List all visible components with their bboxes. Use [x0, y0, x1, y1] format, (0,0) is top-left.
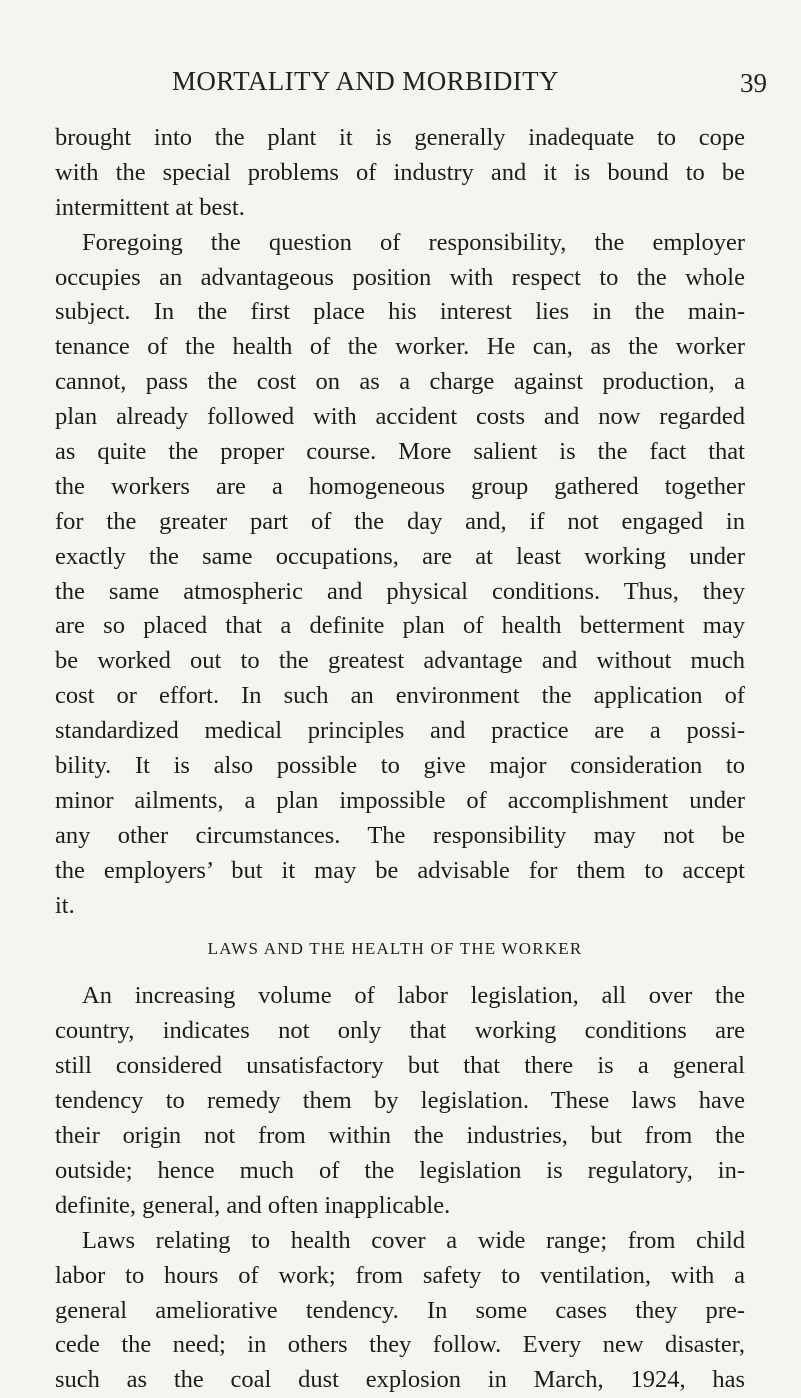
text-line: the employers’ but it may be advisable for them to accept [55, 856, 745, 884]
text-line: standardized medical principles and practice are a possi- [55, 717, 745, 745]
text-line: minor ailments, a plan impossible of accomplishment under [55, 786, 745, 814]
section-heading-text: LAWS AND THE HEALTH OF THE WORKER [207, 939, 583, 959]
text-line: their origin not from within the industries, but from the [55, 1122, 745, 1150]
text-line: the workers are a homogeneous group gathered together [55, 472, 745, 500]
text-line: labor to hours of work; from safety to ventilation, with a [55, 1261, 745, 1289]
text-line: occupies an advantageous position with respect to the whole [55, 263, 745, 291]
text-line: intermittent at best. [55, 193, 245, 221]
text-line: such as the coal dust explosion in March, 1924, has [55, 1366, 745, 1394]
text-line: the same atmospheric and physical conditions. Thus, they [55, 577, 745, 605]
text-line: Laws relating to health cover a wide range; from child [82, 1226, 745, 1254]
text-line: brought into the plant it is generally inadequate to cope [55, 124, 745, 151]
paragraph-1 [55, 121, 745, 226]
text-line: as quite the proper course. More salient is the fact that [55, 438, 745, 466]
text-line: are so placed that a definite plan of health betterment may [55, 612, 745, 640]
text-line: with the special problems of industry and it is bound to be [55, 158, 745, 186]
text-line: cede the need; in others they follow. Every new disaster, [55, 1331, 745, 1359]
text-line: for the greater part of the day and, if not engaged in [55, 507, 745, 535]
text-line: general ameliorative tendency. In some cases they pre- [55, 1296, 745, 1324]
paragraph-4 [55, 1224, 745, 1398]
text-line: outside; hence much of the legislation is regulatory, in- [55, 1156, 745, 1184]
text-line: plan already followed with accident costs and now regarded [55, 403, 745, 431]
running-title: MORTALITY AND MORBIDITY [172, 66, 559, 96]
text-line: tendency to remedy them by legislation. These laws have [55, 1087, 745, 1115]
text-line: subject. In the first place his interest lies in the main- [55, 298, 745, 326]
text-line: bility. It is also possible to give major consideration to [55, 752, 745, 780]
paragraph-3 [55, 979, 745, 1223]
text-line: be worked out to the greatest advantage and without much [55, 647, 745, 675]
text-line: tenance of the health of the worker. He can, as the worker [55, 333, 745, 361]
text-line: cannot, pass the cost on as a charge against production, a [55, 368, 745, 396]
paragraph-2 [55, 226, 745, 924]
text-line: any other circumstances. The responsibility may not be [55, 821, 745, 849]
text-line: An increasing volume of labor legislation, all over the [82, 982, 745, 1010]
body-text [55, 121, 745, 1398]
section-heading [55, 919, 745, 979]
text-line: exactly the same occupations, are at least working under [55, 542, 745, 570]
text-line: country, indicates not only that working conditions are [55, 1017, 745, 1045]
text-line: definite, general, and often inapplicable. [55, 1191, 451, 1219]
text-line: still considered unsatisfactory but that there is a general [55, 1052, 745, 1080]
text-line: cost or effort. In such an environment the application of [55, 682, 745, 710]
running-head [0, 66, 801, 106]
text-line: it. [55, 891, 75, 919]
page-number: 39 [740, 68, 767, 98]
text-line: Foregoing the question of responsibility, the employer [82, 228, 745, 256]
